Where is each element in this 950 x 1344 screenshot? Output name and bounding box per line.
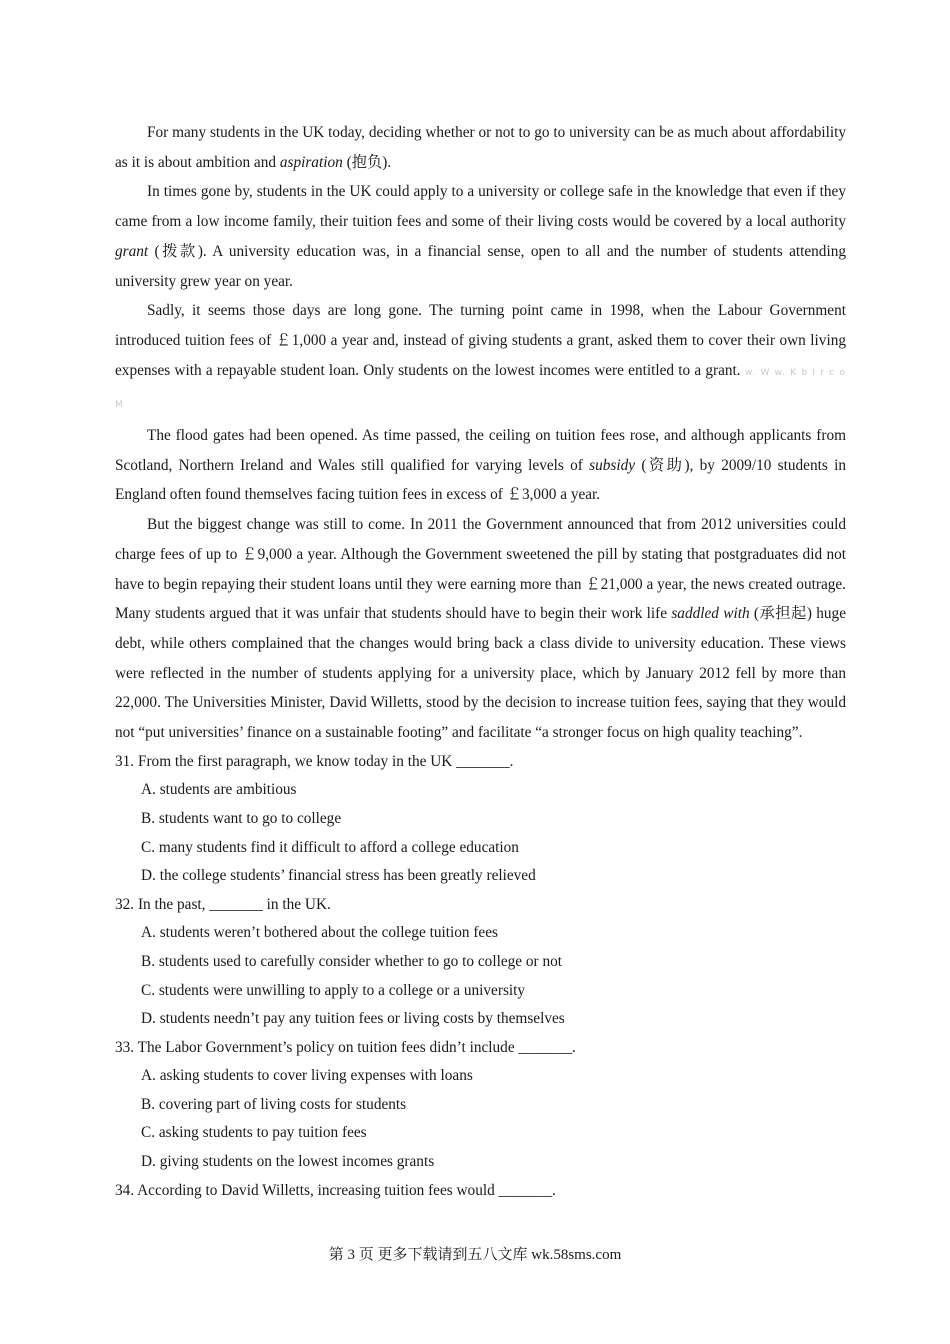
question-32 [115,891,846,1034]
reading-passage [115,118,846,748]
answer-option: D. students needn’t pay any tuition fees or living costs by themselves [141,1010,565,1028]
question-stem: 31. From the first paragraph, we know today in the UK _______. [115,752,514,770]
answer-option: A. asking students to cover living expenses with loans [141,1067,473,1085]
page-footer: 第 3 页 更多下载请到五八文库 wk.58sms.com [328,1247,622,1263]
paragraph-4: The flood gates had been opened. As time passed, the ceiling on tuition fees rose, and although applicants from Scotland, Northern Ireland and Wales still qualified for varying levels of subsidy (资助), by 2009/10 students in England often found themselves facing tuition fees in excess of ￡3,000 a year. [115,427,846,504]
question-stem: 33. The Labor Government’s policy on tuition fees didn’t include _______. [115,1038,576,1056]
paragraph-2: In times gone by, students in the UK could apply to a university or college safe in the knowledge that even if they came from a low income family, their tuition fees and some of their living costs would be covered by a local authority grant (拨款). A university education was, in a financial sense, open to all and the number of students attending university grew year on year. [115,183,846,290]
vocab-term: aspiration [279,153,343,171]
question-33 [115,1034,846,1177]
question-stem: 32. In the past, _______ in the UK. [115,895,331,913]
answer-option: B. covering part of living costs for students [141,1095,407,1113]
answer-option: D. the college students’ financial stress has been greatly relieved [141,867,536,885]
question-stem: 34. According to David Willetts, increasing tuition fees would _______. [115,1181,556,1199]
question-list [115,748,846,1206]
page-content [115,118,846,1205]
answer-option: D. giving students on the lowest incomes grants [141,1153,435,1171]
vocab-term: grant [115,242,149,260]
answer-option: B. students used to carefully consider whether to go to college or not [141,952,562,970]
vocab-term: saddled with [671,605,750,623]
paragraph-3: Sadly, it seems those days are long gone. The turning point came in 1998, when the Labour Government introduced tuition fees of ￡1,000 a year and, instead of giving students a grant, asked them to cover their own living expenses with a repayable student loan. Only students on the lowest incomes were entitled to a grant. w. W w. K b I r c o M [115,302,846,411]
question-34 [115,1177,846,1206]
answer-option: C. many students find it difficult to afford a college education [141,838,519,856]
answer-option: A. students are ambitious [141,781,297,799]
paragraph-1: For many students in the UK today, deciding whether or not to go to university can be as much about affordability as it is about ambition and aspiration (抱负). [115,124,846,171]
paragraph-5: But the biggest change was still to come. In 2011 the Government announced that from 2012 universities could charge fees of up to ￡9,000 a year. Although the Government sweetened the pill by stating that postgraduates did not have to begin repaying their student loans until they were earning more than ￡21,000 a year, the news created outrage. Many students argued that it was unfair that students should have to begin their work life saddled with (承担起) huge debt, while others complained that the changes would bring back a class divide to university education. These views were reflected in the number of students applying for a university place, which by January 2012 fell by more than 22,000. The Universities Minister, David Willetts, stood by the decision to increase tuition fees, saying that they would not “put universities’ finance on a sustainable footing” and facilitate “a stronger focus on high quality teaching”. [115,516,846,742]
answer-option: C. students were unwilling to apply to a college or a university [141,981,526,999]
answer-option: A. students weren’t bothered about the college tuition fees [141,924,498,942]
watermark: w. W w. K b I r c o M [115,367,846,411]
vocab-term: subsidy [589,456,636,474]
answer-option: B. students want to go to college [141,809,342,827]
question-31 [115,748,846,891]
answer-option: C. asking students to pay tuition fees [141,1124,367,1142]
